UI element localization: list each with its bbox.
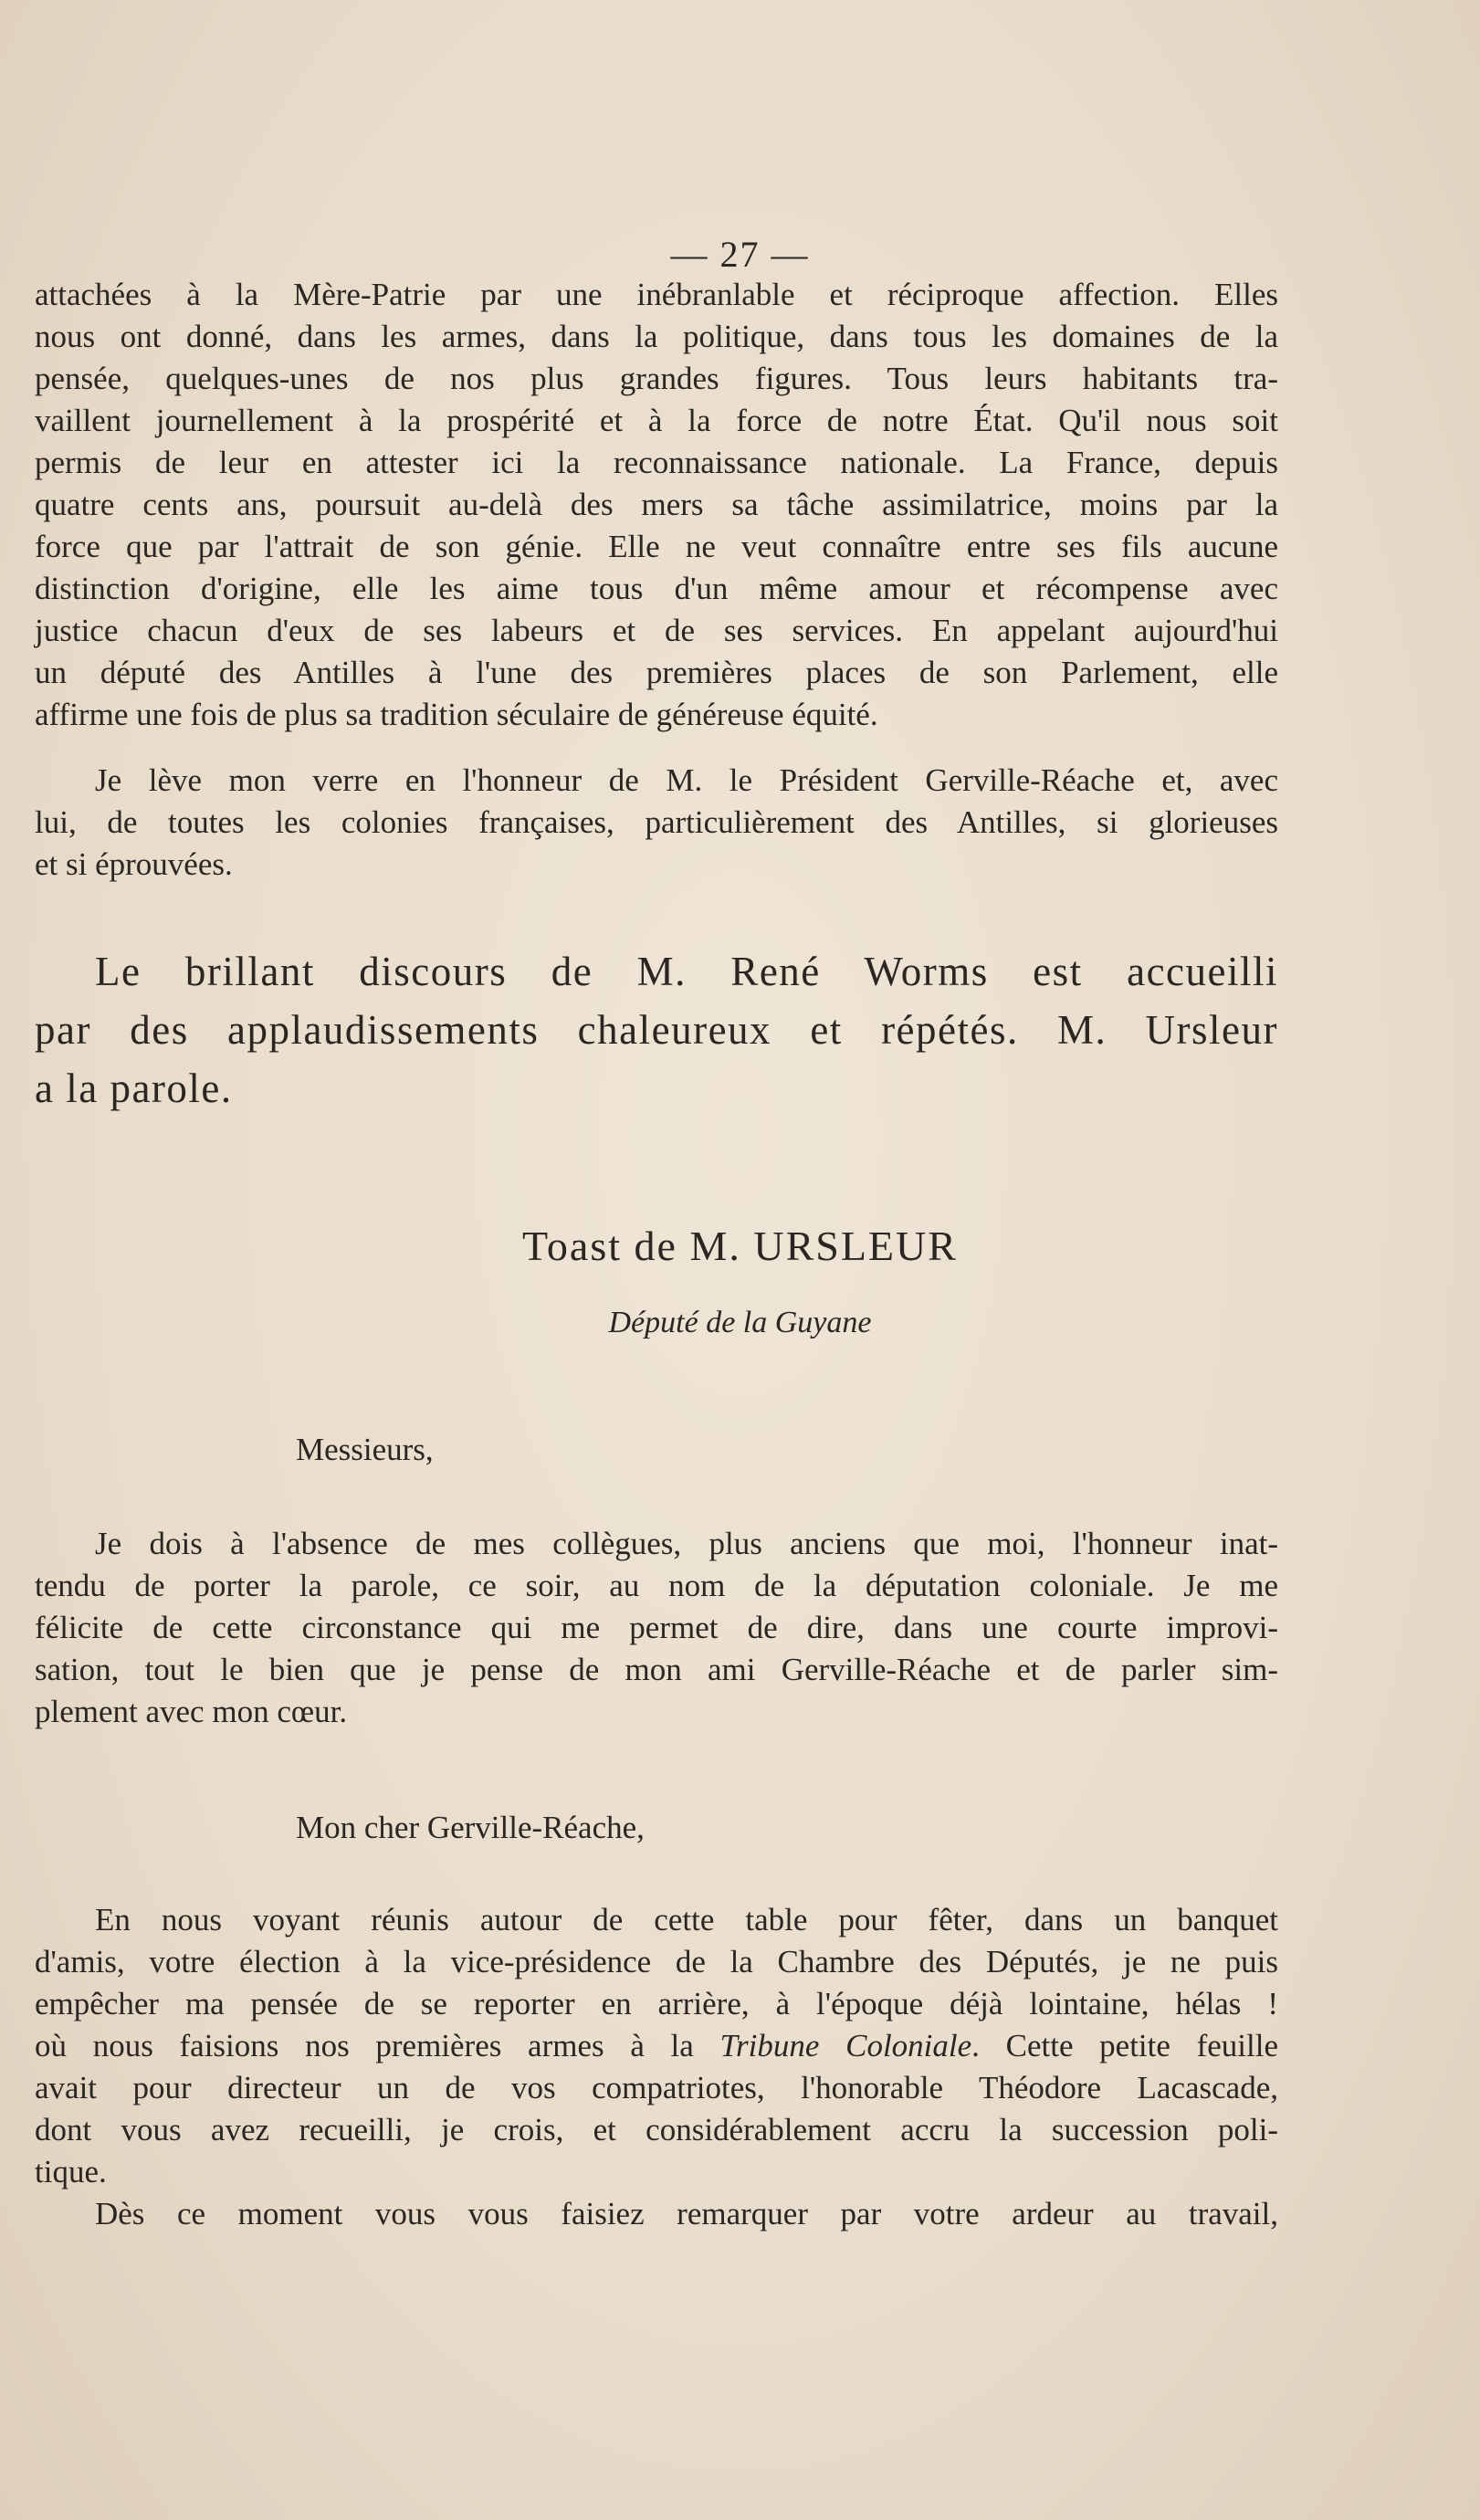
text-line: empêcher ma pensée de se reporter en arrière, à l'époque déjà lointaine, hélas ! bbox=[35, 1986, 1278, 2021]
text-fragment: . Cette petite feuille bbox=[971, 2028, 1278, 2063]
text-fragment: où nous faisions nos premières armes à la bbox=[35, 2028, 720, 2063]
text-line: sation, tout le bien que je pense de mon ami Gerville-Réache et de parler sim- bbox=[35, 1652, 1278, 1687]
annotation-line: a la parole. bbox=[35, 1066, 233, 1111]
text-line: pensée, quelques-unes de nos plus grandes figures. Tous leurs habitants tra- bbox=[35, 361, 1278, 396]
toast-subtitle: Député de la Guyane bbox=[608, 1306, 872, 1339]
annotation bbox=[35, 942, 1278, 1118]
text-line: dont vous avez recueilli, je crois, et considérablement accru la succession poli- bbox=[35, 2112, 1278, 2147]
toast-title: Toast de M. URSLEUR bbox=[522, 1223, 958, 1269]
annotation-line: Le brillant discours de M. René Worms est accueilli bbox=[95, 949, 1278, 994]
text-line: vaillent journellement à la prospérité et à la force de notre État. Qu'il nous soit bbox=[35, 403, 1278, 438]
text-line: permis de leur en attester ici la reconnaissance nationale. La France, depuis bbox=[35, 445, 1278, 480]
paragraph-1 bbox=[35, 274, 1278, 736]
annotation-line: par des applaudissements chaleureux et répétés. M. Ursleur bbox=[35, 1007, 1278, 1053]
text-line: lui, de toutes les colonies françaises, particulièrement des Antilles, si glorieuses bbox=[35, 804, 1278, 840]
paragraph-3 bbox=[35, 1523, 1278, 1733]
page-number: — 27 — bbox=[670, 234, 810, 275]
text-line: distinction d'origine, elle les aime tous d'un même amour et récompense avec bbox=[35, 571, 1278, 606]
text-line: affirme une fois de plus sa tradition séculaire de généreuse équité. bbox=[35, 697, 878, 732]
text-line: tendu de porter la parole, ce soir, au nom de la députation coloniale. Je me bbox=[35, 1568, 1278, 1603]
text-line: Je dois à l'absence de mes collègues, plus anciens que moi, l'honneur inat- bbox=[95, 1526, 1278, 1561]
paragraph-2 bbox=[35, 760, 1278, 886]
paragraph-4 bbox=[35, 1899, 1278, 2193]
text-line: avait pour directeur un de vos compatriotes, l'honorable Théodore Lacascade, bbox=[35, 2070, 1278, 2105]
salutation-gerville-reache: Mon cher Gerville-Réache, bbox=[296, 1810, 645, 1845]
text-line: un député des Antilles à l'une des premières places de son Parlement, elle bbox=[35, 655, 1278, 690]
text-line bbox=[35, 2025, 1278, 2067]
text-line: justice chacun d'eux de ses labeurs et de ses services. En appelant aujourd'hui bbox=[35, 613, 1278, 648]
text-line: félicite de cette circonstance qui me permet de dire, dans une courte improvi- bbox=[35, 1610, 1278, 1645]
paragraph-5 bbox=[35, 2193, 1278, 2235]
text-line: tique. bbox=[35, 2154, 107, 2189]
text-line: attachées à la Mère-Patrie par une inébranlable et réciproque affection. Elles bbox=[35, 277, 1278, 312]
text-line: force que par l'attrait de son génie. Elle ne veut connaître entre ses fils aucune bbox=[35, 529, 1278, 564]
tribune-coloniale-title: Tribune Coloniale bbox=[719, 2028, 972, 2063]
salutation-messieurs: Messieurs, bbox=[296, 1432, 434, 1467]
text-line: d'amis, votre élection à la vice-présidence de la Chambre des Députés, je ne puis bbox=[35, 1944, 1278, 1979]
text-line: Je lève mon verre en l'honneur de M. le Président Gerville-Réache et, avec bbox=[95, 762, 1278, 798]
text-line: Dès ce moment vous vous faisiez remarquer par votre ardeur au travail, bbox=[95, 2196, 1278, 2231]
text-line: nous ont donné, dans les armes, dans la politique, dans tous les domaines de la bbox=[35, 319, 1278, 354]
text-line: plement avec mon cœur. bbox=[35, 1694, 348, 1729]
text-line: et si éprouvées. bbox=[35, 846, 233, 882]
text-line: quatre cents ans, poursuit au-delà des mers sa tâche assimilatrice, moins par la bbox=[35, 487, 1278, 522]
text-line: En nous voyant réunis autour de cette table pour fêter, dans un banquet bbox=[95, 1902, 1278, 1937]
